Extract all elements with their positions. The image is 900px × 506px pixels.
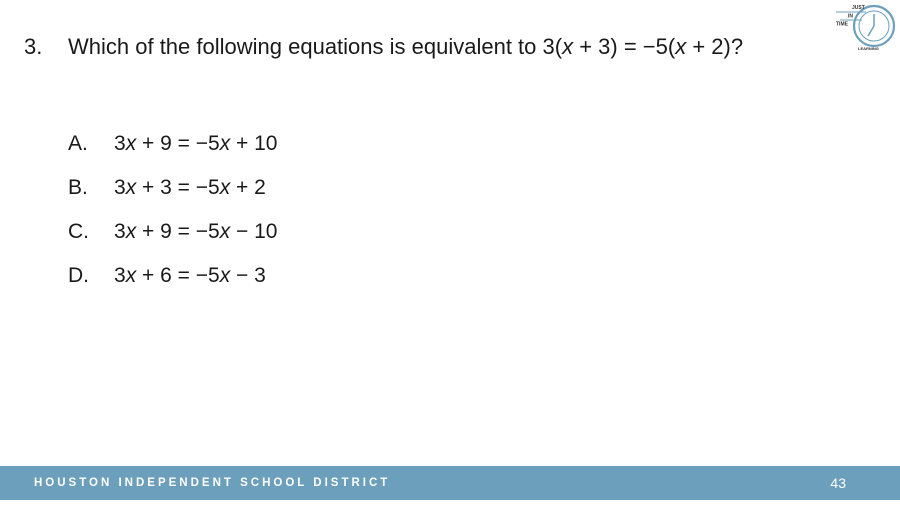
logo-text-in: IN bbox=[848, 13, 853, 20]
clock-icon bbox=[830, 2, 900, 54]
choice-a[interactable] bbox=[68, 130, 277, 158]
choice-c[interactable] bbox=[68, 218, 277, 246]
logo-text-just: JUST bbox=[852, 5, 865, 11]
choice-letter: D. bbox=[68, 264, 89, 287]
just-in-time-learning-logo bbox=[830, 2, 900, 54]
choice-b[interactable] bbox=[68, 174, 266, 202]
logo-text-learning: LEARNING bbox=[858, 46, 879, 51]
choice-equation: 3x + 9 = −5x + 10 bbox=[114, 132, 278, 155]
question-number: 3. bbox=[24, 34, 43, 59]
choice-equation: 3x + 3 = −5x + 2 bbox=[114, 176, 266, 199]
choice-equation: 3x + 9 = −5x − 10 bbox=[114, 220, 278, 243]
question-text: Which of the following equations is equivalent to 3(x + 3) = −5(x + 2)? bbox=[68, 34, 744, 59]
choice-letter: C. bbox=[68, 220, 89, 243]
logo-text-time: TIME bbox=[836, 21, 848, 28]
question bbox=[24, 33, 743, 61]
footer-bar bbox=[0, 466, 900, 500]
choice-letter: B. bbox=[68, 176, 88, 199]
district-name: HOUSTON INDEPENDENT SCHOOL DISTRICT bbox=[34, 477, 391, 489]
choice-letter: A. bbox=[68, 132, 88, 155]
choice-equation: 3x + 6 = −5x − 3 bbox=[114, 264, 266, 287]
choice-d[interactable] bbox=[68, 262, 266, 290]
page-number: 43 bbox=[830, 475, 846, 491]
